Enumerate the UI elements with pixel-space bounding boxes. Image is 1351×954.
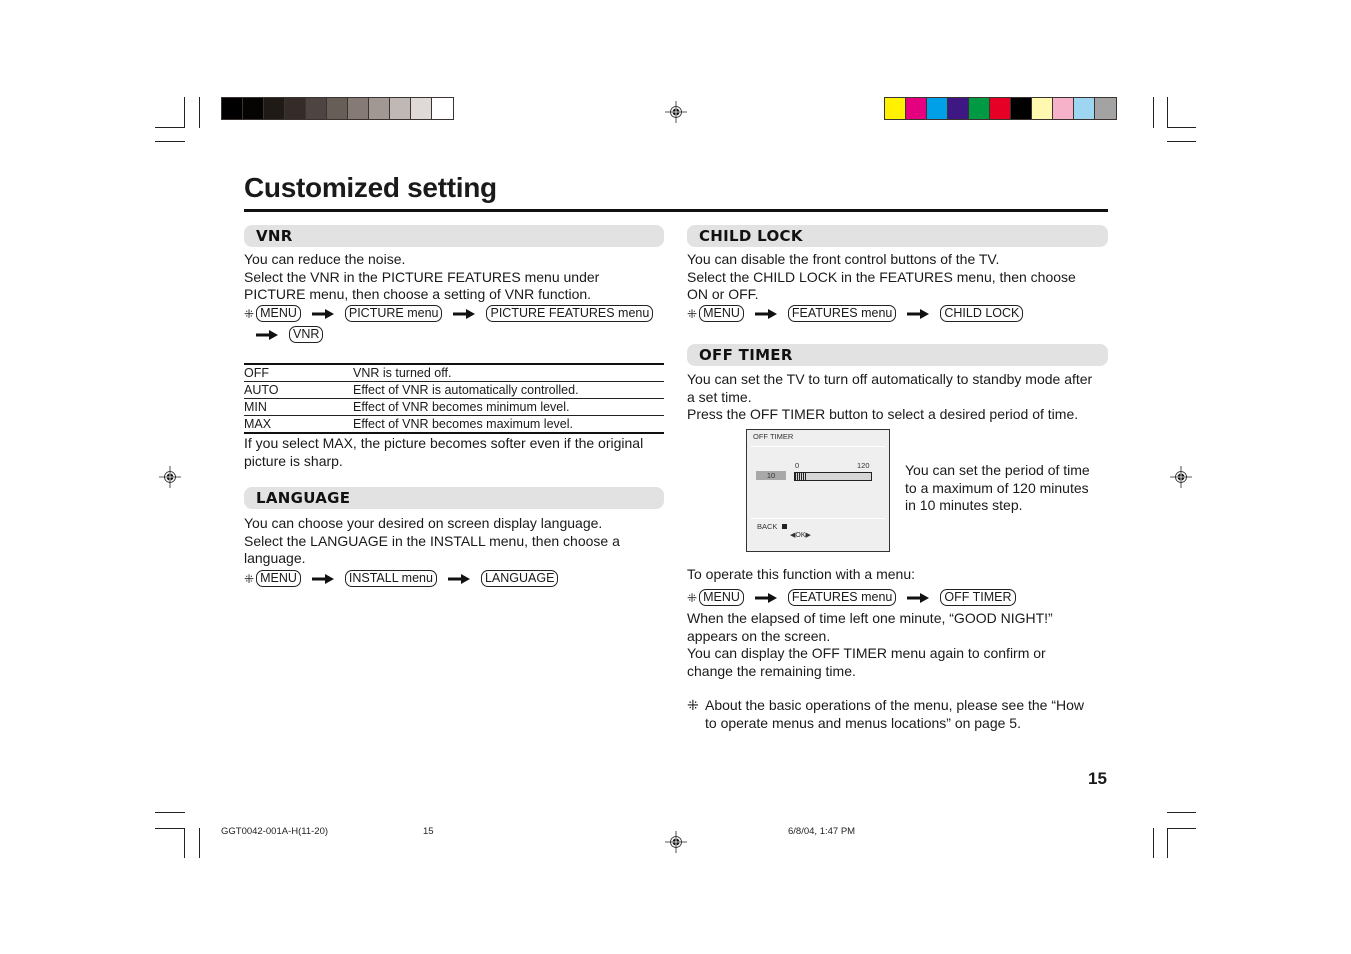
menu-key: MENU xyxy=(699,305,744,322)
osd-ok-nav: ◀OK▶ xyxy=(790,532,811,539)
menu-key: PICTURE menu xyxy=(345,305,443,322)
section-heading-vnr: VNR xyxy=(244,225,664,247)
color-swatch xyxy=(222,98,243,119)
arrow-right-icon xyxy=(755,309,777,319)
text-line: You can display the OFF TIMER menu again to confirm or xyxy=(687,645,1046,661)
menu-key: CHILD LOCK xyxy=(940,305,1023,322)
vnr-menu-path xyxy=(244,305,653,322)
language-menu-path xyxy=(244,570,558,587)
text-line: If you select MAX, the picture becomes softer even if the original xyxy=(244,435,644,451)
registration-mark-icon xyxy=(159,466,181,488)
osd-back-text: BACK xyxy=(757,522,778,531)
color-swatch xyxy=(1011,98,1032,119)
osd-ok-text: OK xyxy=(795,532,806,539)
osd-title: OFF TIMER xyxy=(753,432,794,441)
osd-value: 10 xyxy=(756,471,786,480)
osd-back-label xyxy=(757,522,787,531)
menu-key: MENU xyxy=(256,305,301,322)
color-swatch xyxy=(306,98,327,119)
color-swatch xyxy=(927,98,948,119)
stop-icon xyxy=(782,524,787,529)
text-line: Press the OFF TIMER button to select a desired period of time. xyxy=(687,406,1079,422)
text-line: language. xyxy=(244,550,306,566)
color-swatch xyxy=(432,98,453,119)
child-lock-menu-path xyxy=(687,305,1023,322)
cmyk-color-bar xyxy=(884,97,1117,120)
color-swatch xyxy=(285,98,306,119)
menu-key: FEATURES menu xyxy=(788,589,897,606)
arrow-right-icon xyxy=(256,330,278,340)
text-line: to operate menus and menus locations” on page 5. xyxy=(705,714,1021,731)
footer-sheet-page: 15 xyxy=(423,826,434,837)
vnr-settings-table xyxy=(244,363,664,434)
color-swatch xyxy=(369,98,390,119)
text-line: You can disable the front control buttons of the TV. xyxy=(687,251,1000,267)
text-line: in 10 minutes step. xyxy=(905,497,1023,513)
color-swatch xyxy=(969,98,990,119)
setting-key: MAX xyxy=(244,416,353,434)
table-row xyxy=(244,364,664,382)
arrow-right-icon xyxy=(907,309,929,319)
asterisk-icon: ⁜ xyxy=(244,571,255,586)
setting-desc: Effect of VNR becomes minimum level. xyxy=(353,399,664,416)
text-line: change the remaining time. xyxy=(687,662,856,679)
registration-mark-icon xyxy=(1170,466,1192,488)
asterisk-icon: ⁜ xyxy=(687,590,698,605)
arrow-right-icon xyxy=(453,309,475,319)
section-heading-child-lock: CHILD LOCK xyxy=(687,225,1108,247)
asterisk-icon: ⁜ xyxy=(687,697,699,713)
arrow-right-icon xyxy=(312,574,334,584)
off-timer-after-text xyxy=(687,610,1112,680)
menu-key: MENU xyxy=(256,570,301,587)
arrow-right-icon xyxy=(907,593,929,603)
text-line: a set time. xyxy=(687,388,752,405)
grayscale-color-bar xyxy=(221,97,454,120)
setting-key: OFF xyxy=(244,364,353,382)
text-line: Select the LANGUAGE in the INSTALL menu, then choose a xyxy=(244,532,620,549)
setting-desc: Effect of VNR becomes maximum level. xyxy=(353,416,664,434)
text-line: to a maximum of 120 minutes xyxy=(905,479,1089,496)
footer-timestamp: 6/8/04, 1:47 PM xyxy=(788,826,856,837)
color-swatch xyxy=(264,98,285,119)
color-swatch xyxy=(1074,98,1095,119)
off-timer-menu-path xyxy=(687,589,1016,606)
table-row xyxy=(244,399,664,416)
osd-divider xyxy=(751,446,885,447)
table-row xyxy=(244,382,664,399)
color-swatch xyxy=(906,98,927,119)
text-line: You can reduce the noise. xyxy=(244,251,406,267)
registration-mark-icon xyxy=(665,831,687,853)
osd-divider xyxy=(751,518,885,519)
color-swatch xyxy=(990,98,1011,119)
setting-key: MIN xyxy=(244,399,353,416)
menu-key: FEATURES menu xyxy=(788,305,897,322)
text-line: You can set the period of time xyxy=(905,462,1090,478)
vnr-note xyxy=(244,435,669,470)
setting-desc: Effect of VNR is automatically controlled. xyxy=(353,382,664,399)
color-swatch xyxy=(948,98,969,119)
osd-min-label: 0 xyxy=(795,461,800,470)
footnote xyxy=(687,697,1112,732)
section-heading-language: LANGUAGE xyxy=(244,487,664,509)
menu-key: INSTALL menu xyxy=(345,570,437,587)
setting-desc: VNR is turned off. xyxy=(353,364,664,382)
color-swatch xyxy=(390,98,411,119)
off-timer-description xyxy=(687,371,1112,424)
text-line: ON or OFF. xyxy=(687,286,759,302)
text-line: Select the VNR in the PICTURE FEATURES menu under xyxy=(244,268,600,285)
color-swatch xyxy=(243,98,264,119)
menu-key: PICTURE FEATURES menu xyxy=(486,305,653,322)
footer-doc-code: GGT0042-001A-H(11-20) xyxy=(221,826,329,837)
menu-key: LANGUAGE xyxy=(481,570,558,587)
child-lock-description xyxy=(687,251,1112,304)
registration-mark-icon xyxy=(665,101,687,123)
color-swatch xyxy=(1095,98,1116,119)
menu-key: MENU xyxy=(699,589,744,606)
text-line: When the elapsed of time left one minute, “GOOD NIGHT!” xyxy=(687,610,1053,626)
text-line: About the basic operations of the menu, please see the “How xyxy=(705,697,1085,713)
osd-max-label: 120 xyxy=(857,461,870,470)
asterisk-icon: ⁜ xyxy=(687,306,698,321)
color-swatch xyxy=(348,98,369,119)
language-description xyxy=(244,515,669,568)
title-rule xyxy=(244,209,1108,212)
menu-key: OFF TIMER xyxy=(940,589,1015,606)
section-heading-off-timer: OFF TIMER xyxy=(687,344,1108,366)
asterisk-icon: ⁜ xyxy=(244,306,255,321)
vnr-description xyxy=(244,251,669,304)
color-swatch xyxy=(1053,98,1074,119)
color-swatch xyxy=(411,98,432,119)
menu-key: VNR xyxy=(289,326,323,343)
text-line: appears on the screen. xyxy=(687,627,831,644)
table-row xyxy=(244,416,664,434)
arrow-right-icon xyxy=(448,574,470,584)
color-swatch xyxy=(1032,98,1053,119)
off-timer-osd-illustration xyxy=(746,429,890,552)
osd-slider-bar xyxy=(794,472,872,481)
page-title: Customized setting xyxy=(244,172,497,203)
arrow-right-icon xyxy=(755,593,777,603)
color-swatch xyxy=(885,98,906,119)
vnr-menu-path-cont xyxy=(244,326,323,343)
setting-key: AUTO xyxy=(244,382,353,399)
text-line: You can choose your desired on screen display language. xyxy=(244,515,603,531)
color-swatch xyxy=(327,98,348,119)
off-timer-menu-intro: To operate this function with a menu: xyxy=(687,566,916,582)
text-line: PICTURE menu, then choose a setting of VNR function. xyxy=(244,286,592,302)
text-line: picture is sharp. xyxy=(244,452,343,469)
text-line: You can set the TV to turn off automatically to standby mode after xyxy=(687,371,1093,387)
arrow-right-icon xyxy=(312,309,334,319)
page-number: 15 xyxy=(1088,769,1107,788)
off-timer-side-note xyxy=(905,462,1110,515)
text-line: Select the CHILD LOCK in the FEATURES menu, then choose xyxy=(687,268,1076,285)
